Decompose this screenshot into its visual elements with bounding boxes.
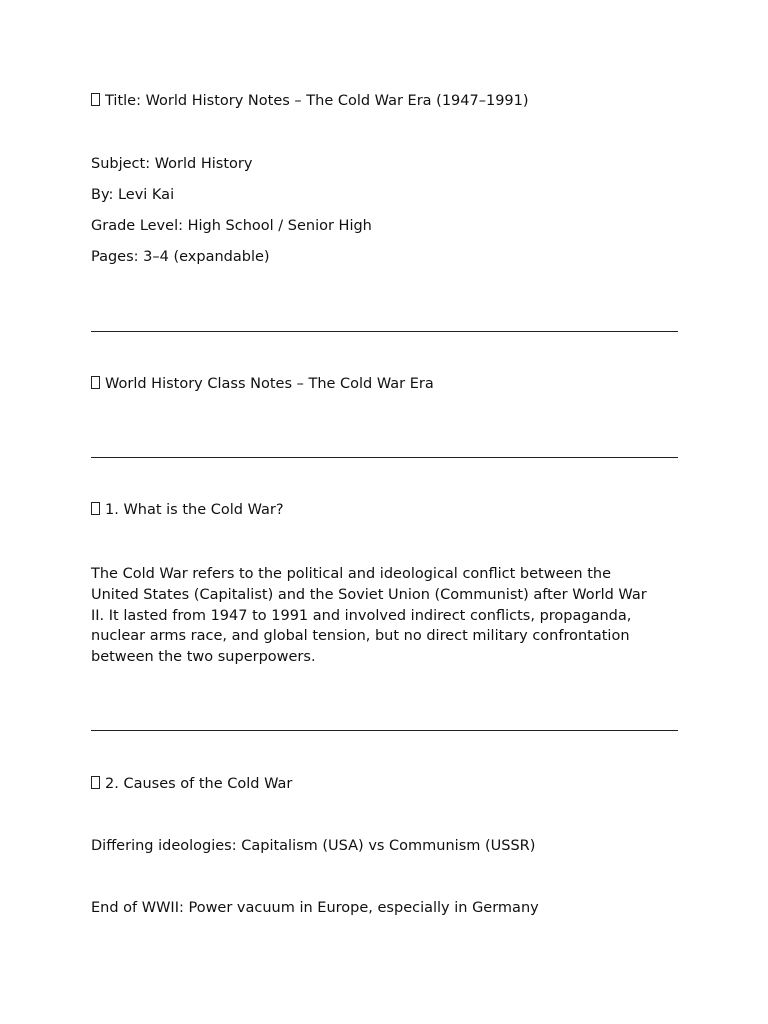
document-title [91, 91, 529, 111]
grade-level-line: Grade Level: High School / Senior High [91, 218, 372, 234]
section-2-heading [91, 774, 292, 794]
missing-glyph-icon [91, 376, 100, 389]
paragraph-line: The Cold War refers to the political and ideological conflict between the [91, 566, 612, 582]
divider [91, 730, 678, 731]
missing-glyph-icon [91, 502, 100, 515]
section-1-paragraph [91, 564, 681, 668]
section-2-heading-text: 2. Causes of the Cold War [105, 776, 293, 792]
subject-line: Subject: World History [91, 156, 253, 172]
class-notes-heading-text: World History Class Notes – The Cold War Era [105, 376, 434, 392]
section-1-heading-text: 1. What is the Cold War? [105, 502, 284, 518]
missing-glyph-icon [91, 776, 100, 789]
cause-item: Differing ideologies: Capitalism (USA) vs Communism (USSR) [91, 838, 536, 854]
cause-item: End of WWII: Power vacuum in Europe, especially in Germany [91, 900, 539, 916]
class-notes-heading [91, 374, 434, 394]
paragraph-line: between the two superpowers. [91, 649, 316, 666]
pages-line: Pages: 3–4 (expandable) [91, 249, 270, 265]
section-1-heading [91, 500, 284, 520]
paragraph-line: United States (Capitalist) and the Soviet Union (Communist) after World War [91, 586, 647, 603]
divider [91, 457, 678, 458]
author-line: By: Levi Kai [91, 187, 175, 203]
paragraph-line: nuclear arms race, and global tension, but no direct military confrontation [91, 628, 630, 645]
divider [91, 331, 678, 332]
paragraph-line: II. It lasted from 1947 to 1991 and involved indirect conflicts, propaganda, [91, 607, 632, 624]
document-title-text: Title: World History Notes – The Cold War Era (1947–1991) [105, 93, 529, 109]
missing-glyph-icon [91, 93, 100, 106]
